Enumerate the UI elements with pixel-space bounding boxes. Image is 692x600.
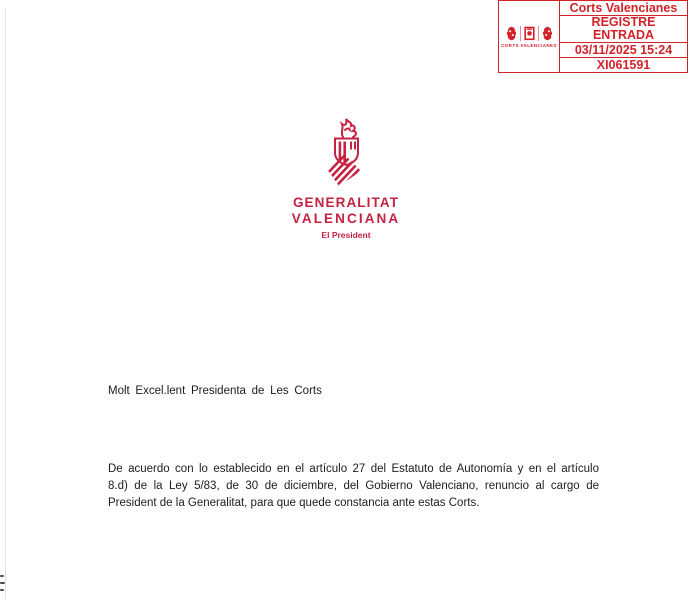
letter-body (108, 461, 599, 512)
edge-artifact (0, 575, 4, 577)
stamp-logo-cell (499, 1, 560, 72)
letterhead-org-line1: GENERALITAT (292, 195, 400, 210)
letterhead-office: El President (321, 230, 371, 240)
stamp-datetime: 03/11/2025 15:24 (560, 43, 687, 58)
stamp-registry-type (560, 16, 687, 44)
gva-emblem-icon (316, 116, 376, 193)
stamp-fields (560, 1, 687, 72)
corts-emblems (503, 26, 556, 41)
registry-stamp (498, 0, 688, 73)
corts-crest-icon (503, 26, 520, 41)
page-edge-line (5, 8, 6, 600)
letter-salutation: Molt Excel.lent Presidenta de Les Corts (108, 385, 322, 397)
edge-artifact (0, 589, 4, 591)
corts-shield-icon (520, 26, 538, 41)
stamp-registry-line2: ENTRADA (592, 27, 655, 42)
letterhead (0, 116, 692, 240)
letter-body-line: President de la Generalitat, para que quede constancia ante estas Corts. (108, 497, 480, 509)
letter-body-line: De acuerdo con lo establecido en el artículo 27 del Estatuto de Autonomía y en el artículo (108, 463, 599, 475)
stamp-org-name: Corts Valencianes (560, 1, 687, 16)
stamp-org-caption: CORTS VALENCIANES (501, 42, 557, 48)
edge-artifact (0, 582, 5, 584)
letter-body-line: 8.d) de la Ley 5/83, de 30 de diciembre, del Gobierno Valenciano, renuncio al cargo de (108, 480, 599, 492)
stamp-entry-number: XI061591 (596, 58, 651, 72)
stamp-registry-line1: REGISTRE (591, 14, 656, 29)
letterhead-org-line2: VALENCIANA (291, 211, 401, 226)
corts-crest-icon-2 (538, 26, 556, 41)
